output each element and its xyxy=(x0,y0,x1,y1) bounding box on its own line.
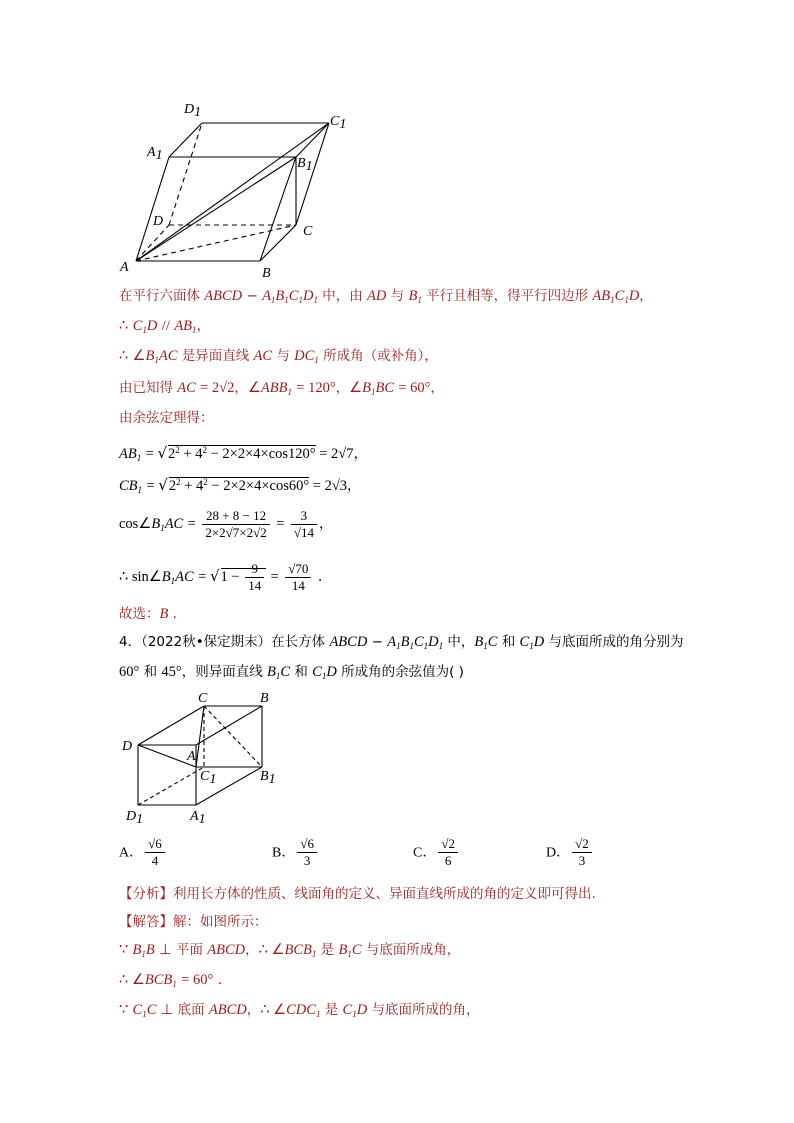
option-b[interactable]: B． $\frac{√6}{3}$ xyxy=(272,836,319,869)
label-A: A xyxy=(120,260,129,275)
q4-line1: 4．（2022秋•保定期末）在长方体 ABCD − $A_1B_1C_1D_1$ 中，$B_1C$ 和 $C_1D$ 与底面所成的角分别为 xyxy=(119,634,684,651)
sol3-line6: $AB_1 = √2^2 + 4^2 - 2\times 2\times 4\times\cos 120^\circ = 2√7$， xyxy=(119,444,368,463)
sol3-line3: ∴ $\angle B_1AC$ 是异面直线 AC 与 $DC_1$ 所成角（或补角）， xyxy=(119,348,438,365)
label-A: A xyxy=(187,749,196,764)
answer-line3: ∵ $C_1C$ ⊥ 底面 ABCD，∴ $\angle CDC_1$ 是 $C_1D$ 与底面所成的角， xyxy=(119,1002,480,1019)
answer-head: 【解答】解：如图所示： xyxy=(119,914,268,930)
q4-line2: 60° 和 45°，则异面直线 $B_1C$ 和 $C_1D$ 所成角的余弦值为( ) xyxy=(119,664,464,681)
answer-line1: ∵ $B_1B$ ⊥ 平面 ABCD，∴ $\angle BCB_1$ 是 $B_1C$ 与底面所成角， xyxy=(119,942,461,959)
sol3-answer: 故选：B . xyxy=(119,606,177,622)
label-A1: A1 xyxy=(147,145,163,163)
label-B: B xyxy=(262,266,271,281)
sol3-line4: 由已知得 AC = 2√2，$\angle ABB_1 = 120^\circ$，$\angle B_1BC = 60^\circ$， xyxy=(119,380,444,397)
label-C1: C1 xyxy=(200,769,217,787)
label-C1: C1 xyxy=(330,114,347,132)
option-d[interactable]: D． $\frac{√2}{3}$ xyxy=(546,836,594,869)
sol3-line5: 由余弦定理得： xyxy=(119,410,214,426)
parallelepiped-figure xyxy=(110,95,360,280)
label-B1: B1 xyxy=(260,769,276,787)
cuboid-figure xyxy=(118,690,288,825)
label-D: D xyxy=(153,214,164,229)
label-C: C xyxy=(303,224,313,239)
option-c[interactable]: C． $\frac{√2}{6}$ xyxy=(413,836,460,869)
sol3-line2: ∴ $C_1D // AB_1$， xyxy=(119,318,211,335)
sol3-line1: 在平行六面体 ABCD − $A_1B_1C_1D_1$ 中，由 AD 与 $B_1$ 平行且相等，得平行四边形 $AB_1C_1D$， xyxy=(119,288,653,305)
label-D1: D1 xyxy=(184,102,202,120)
sol3-line8: $\cos\angle B_1AC$ = $\frac{28 + 8 - 12}{2\times 2√7\times 2√2}$ = $\frac{3}{√14}$ ， xyxy=(119,507,333,540)
label-D1: D1 xyxy=(126,809,144,827)
label-D: D xyxy=(122,739,133,754)
sol3-line9: ∴ $\sin\angle B_1AC = √1$ − $\frac{9}{14}$ = $\frac{√70}{14}$ . xyxy=(119,560,323,594)
analysis: 【分析】利用长方体的性质、线面角的定义、异面直线所成的角的定义即可得出. xyxy=(119,886,596,902)
sol3-line7: $CB_1 = √2^2 + 4^2 - 2\times 2\times 4\times\cos 60^\circ = 2√3$， xyxy=(119,476,362,495)
option-a[interactable]: A． $\frac{√6}{4}$ xyxy=(119,836,167,869)
label-A1: A1 xyxy=(190,809,206,827)
answer-line2: ∴ $\angle BCB_1 = 60^\circ$ . xyxy=(119,972,223,989)
label-B: B xyxy=(260,691,269,706)
label-B1: B1 xyxy=(297,156,313,174)
label-C: C xyxy=(198,691,208,706)
